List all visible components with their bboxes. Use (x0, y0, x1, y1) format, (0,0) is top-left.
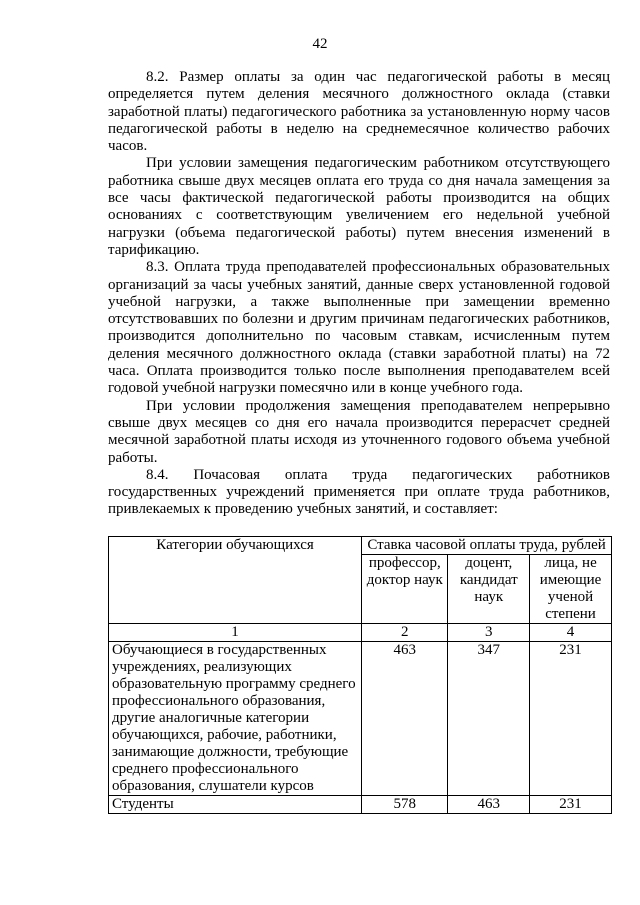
paragraph-substitution: При условии замещения педагогическим работником отсутствующего работника свыше двух месяцев оплата его труда со дня начала замещения за все часы фактической педагогической работы производится на общих основаниях с соответствующим увеличением его недельной учебной нагрузки (объема педагогической работы) путем внесения изменений в тарификацию. (108, 155, 610, 258)
row-value: 231 (530, 642, 612, 796)
row-category: Обучающиеся в государственных учреждениях, реализующих образовательную программу среднего профессионального образования, другие аналогичные категории обучающихся, рабочие, работники, занимающие должности, требующие среднего профессионального образования, слушатели курсов (109, 642, 362, 796)
paragraph-8-2: 8.2. Размер оплаты за один час педагогической работы в месяц определяется путем деления месячного должностного оклада (ставки заработной платы) педагогического работника за установленную норму часов педагогической работы в неделю на среднемесячное количество рабочих часов. (108, 69, 610, 155)
page-number: 42 (312, 36, 328, 52)
subheader-docent: доцент, кандидат наук (448, 555, 530, 624)
row-value: 231 (530, 796, 612, 814)
row-value: 578 (362, 796, 448, 814)
column-number: 4 (530, 624, 612, 642)
table-column-numbers-row (109, 624, 612, 642)
column-number: 3 (448, 624, 530, 642)
subheader-no-degree: лица, не имеющие ученой степени (530, 555, 612, 624)
table-row (109, 796, 612, 814)
row-value: 463 (362, 642, 448, 796)
header-category: Категории обучающихся (109, 537, 362, 624)
row-value: 463 (448, 796, 530, 814)
subheader-professor: профессор, доктор наук (362, 555, 448, 624)
row-category: Студенты (109, 796, 362, 814)
table-header-row (109, 537, 612, 555)
column-number: 2 (362, 624, 448, 642)
hourly-rates-table (108, 536, 612, 814)
paragraph-8-4: 8.4. Почасовая оплата труда педагогических работников государственных учреждений применяется при оплате труда работников, привлекаемых к проведению учебных занятий, и составляет: (108, 466, 610, 518)
column-number: 1 (109, 624, 362, 642)
paragraph-8-3: 8.3. Оплата труда преподавателей профессиональных образовательных организаций за часы учебных занятий, данные сверх установленной годовой учебной нагрузки, а также выполненные при замещении временно отсутствовавших по болезни и другим причинам педагогических работников, производится дополнительно по часовым ставкам, исчисленным путем деления месячного должностного оклада (ставки заработной платы) на 72 часа. Оплата производится только после выполнения преподавателем всей годовой учебной нагрузки помесячно или в конце учебного года. (108, 259, 610, 397)
table-row (109, 642, 612, 796)
document-body (108, 69, 610, 519)
row-value: 347 (448, 642, 530, 796)
header-rate: Ставка часовой оплаты труда, рублей (362, 537, 612, 555)
paragraph-continuation: При условии продолжения замещения преподавателем непрерывно свыше двух месяцев со дня его начала производится перерасчет средней месячной заработной платы исходя из уточненного годового объема учебной работы. (108, 397, 610, 466)
